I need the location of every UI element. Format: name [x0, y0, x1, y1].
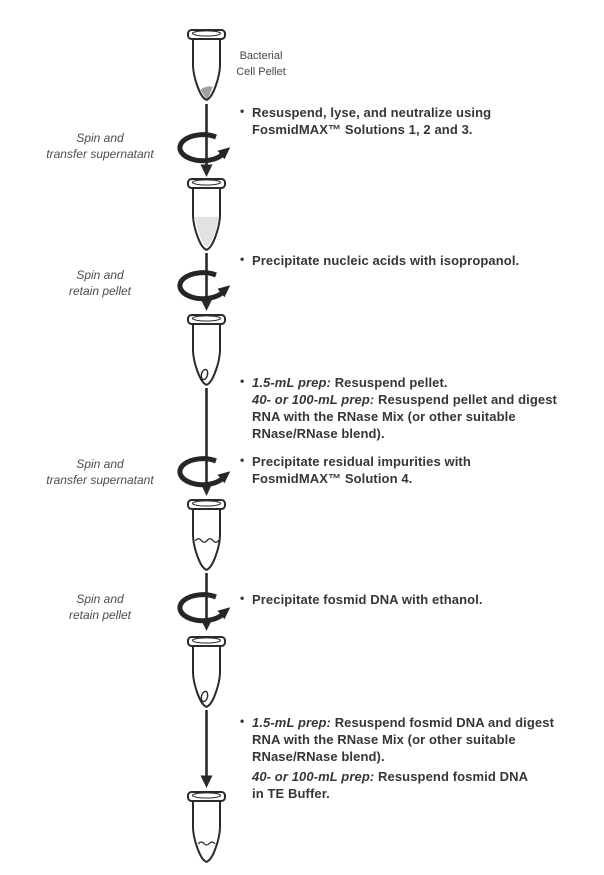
step-line: 40- or 100-mL prep: Resuspend pellet and digest: [252, 392, 557, 407]
spin-label-4: [20, 592, 180, 623]
tube-fosmid-dna-pellet: [188, 637, 225, 707]
spin-label-line: Spin and: [76, 592, 124, 606]
start-tube-label-line2: Cell Pellet: [236, 66, 286, 78]
flow-arrow-3: [201, 388, 213, 496]
tube-final-dna: [188, 792, 225, 862]
tube-bacterial-cell-pellet: [188, 30, 225, 100]
step-note-6: [239, 714, 554, 802]
step-line: Precipitate fosmid DNA with ethanol.: [252, 592, 483, 607]
spin-label-line: transfer supernatant: [46, 146, 154, 161]
spin-label-line: retain pellet: [68, 607, 132, 622]
tube-cleared-solution: [188, 500, 225, 570]
spin-label-line: Spin and: [76, 131, 124, 145]
step-line: 1.5-mL prep: Resuspend pellet.: [252, 375, 448, 390]
step-line: FosmidMAX™ Solution 4.: [252, 471, 413, 486]
flow-arrow-5: [201, 710, 213, 788]
bullet-dot: •: [240, 714, 245, 728]
step-line: Resuspend, lyse, and neutralize using: [252, 105, 492, 120]
step-note-5: [239, 591, 483, 608]
tube-supernatant: [188, 179, 225, 250]
tube-nucleic-acid-pellet: [188, 315, 225, 385]
spin-label-1: [20, 131, 180, 162]
start-tube-label-line1: Bacterial: [239, 50, 283, 62]
flow-arrow-2: [201, 253, 213, 311]
step-line: Precipitate nucleic acids with isopropanol.: [252, 253, 520, 268]
step-line: FosmidMAX™ Solutions 1, 2 and 3.: [252, 122, 473, 137]
step-line: Precipitate residual impurities with: [252, 454, 471, 469]
bullet-dot: •: [240, 453, 245, 467]
step-note-1: [239, 104, 491, 138]
spin-label-line: transfer supernatant: [46, 472, 154, 487]
step-line: in TE Buffer.: [252, 786, 330, 801]
spin-icon-3: [180, 459, 230, 485]
step-line: RNase/RNase blend).: [252, 426, 385, 441]
bullet-dot: •: [240, 252, 245, 266]
step-line: RNase/RNase blend).: [252, 749, 385, 764]
step-note-4: [239, 453, 471, 487]
step-line: RNA with the RNase Mix (or other suitable: [252, 409, 516, 424]
spin-label-line: Spin and: [76, 457, 124, 471]
step-line: 1.5-mL prep: Resuspend fosmid DNA and digest: [252, 715, 555, 730]
spin-label-line: retain pellet: [68, 283, 132, 298]
spin-label-2: [20, 268, 180, 299]
start-tube-label: [230, 48, 292, 80]
spin-label-line: Spin and: [76, 268, 124, 282]
flow-arrow-1: [201, 104, 213, 177]
bullet-dot: •: [240, 591, 245, 605]
bullet-dot: •: [240, 104, 245, 118]
step-note-3: [239, 374, 557, 442]
spin-label-3: [20, 457, 180, 488]
spin-icon-1: [180, 135, 230, 161]
step-note-2: [239, 252, 519, 269]
step-line: RNA with the RNase Mix (or other suitable: [252, 732, 516, 747]
bullet-dot: •: [240, 374, 245, 388]
spin-icon-2: [180, 273, 230, 299]
step-line: 40- or 100-mL prep: Resuspend fosmid DNA: [252, 769, 529, 784]
spin-icon-4: [180, 595, 230, 621]
